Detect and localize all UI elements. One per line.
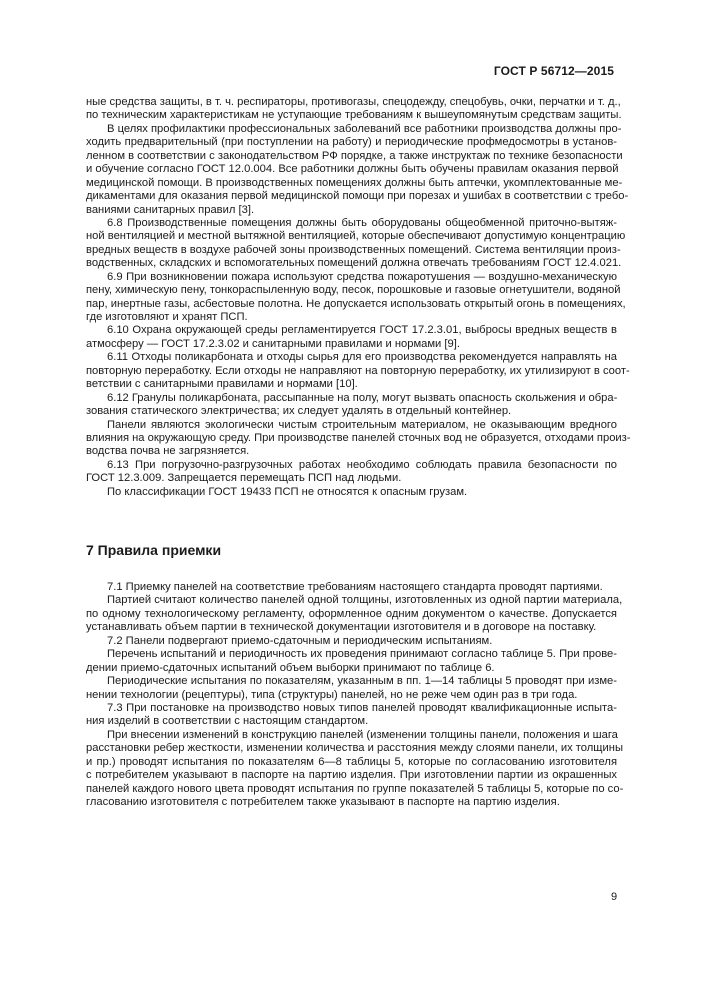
- text-line: вредных веществ в воздухе рабочей зоны производственных помещений. Система вентиляции произ-: [86, 243, 621, 256]
- text-line: При внесении изменений в конструкцию панелей (изменении толщины панели, положения и шага: [107, 728, 618, 741]
- text-line: 6.10 Охрана окружающей среды регламентируется ГОСТ 17.2.3.01, выбросы вредных веществ в: [107, 324, 617, 337]
- text-line: ветствии с санитарными правилами и нормами [10].: [86, 378, 358, 391]
- text-line: расстановки ребер жесткости, изменении количества и расстояния между слоями панели, их толщины: [86, 742, 623, 755]
- text-line: пену, химическую пену, тонкораспыленную воду, песок, порошковые и газовые огнетушители, водяной: [86, 284, 621, 297]
- text-line: ГОСТ 12.3.009. Запрещается перемещать ПСП над людьми.: [86, 472, 402, 485]
- text-line: 7.3 При постановке на производство новых типов панелей проводят квалификационные испыта-: [107, 701, 617, 714]
- text-line: гласованию изготовителя с потребителем также указывают в паспорте на партию изделия.: [86, 796, 560, 808]
- text-line: ходить предварительный (при поступлении на работу) и периодические профмедосмотры в установ-: [86, 136, 617, 149]
- text-line: водства почва не загрязняется.: [86, 445, 250, 458]
- text-line: где изготовляют и хранят ПСП.: [86, 311, 248, 323]
- text-line: с потребителем указывают в паспорте на партию изделия. При изготовлении партии из окрашенных: [86, 769, 617, 782]
- text-line: нении технологии (рецептуры), типа (структуры) панелей, но не реже чем один раз в три года.: [86, 688, 578, 701]
- text-line: повторную переработку. Если отходы не направляют на повторную переработку, их утилизируют в соот-: [86, 364, 630, 377]
- text-line: 6.9 При возникновении пожара используют средства пожаротушения — воздушно-механическую: [107, 270, 617, 283]
- text-line: по одному технологическому регламенту, оформленное одним документом о качестве. Допускается: [86, 607, 617, 620]
- text-line: панелей каждого нового цвета проводят испытания по группе показателей 5 таблицы 5, которые по со-: [86, 782, 624, 795]
- text-line: и обучение согласно ГОСТ 12.0.004. Все работники должны быть обучены правилам оказания первой: [86, 163, 619, 176]
- text-line: Периодические испытания по показателям, указанным в пп. 1—14 таблицы 5 проводят при изме-: [107, 675, 617, 688]
- text-line: ваниями санитарных правил [3].: [86, 203, 255, 216]
- text-line: 6.11 Отходы поликарбоната и отходы сырья для его производства рекомендуется направлять на: [107, 351, 617, 364]
- text-line: пар, инертные газы, асбестовые полотна. Не допускается использовать открытый огонь в помещениях,: [86, 297, 626, 310]
- text-line: ния изделий в соответствии с настоящим стандартом.: [86, 715, 369, 728]
- text-line: дикаментами для оказания первой медицинской помощи при порезах и ушибах в соответствии с требо-: [86, 190, 629, 203]
- section-7-text: [86, 581, 624, 809]
- section-7-heading: 7 Правила приемки: [86, 542, 222, 558]
- text-line: Партией считают количество панелей одной толщины, изготовленных из одной партии материала,: [107, 594, 623, 607]
- text-line: и пр.) проводят испытания по показателям 6—8 таблицы 5, которые по согласованию изготовителя: [86, 755, 617, 768]
- text-line: В целях профилактики профессиональных заболеваний все работники производства должны про-: [107, 122, 622, 135]
- section-6-continuation-text: [86, 96, 631, 499]
- text-line: По классификации ГОСТ 19433 ПСП не относятся к опасным грузам.: [107, 485, 468, 498]
- text-line: ленном в соответствии с законодательством РФ порядке, а также инструктаж по технике безопасности: [86, 149, 623, 162]
- text-line: 6.13 При погрузочно-разгрузочных работах необходимо соблюдать правила безопасности по: [107, 458, 617, 471]
- text-line: 6.12 Гранулы поликарбоната, рассыпанные на полу, могут вызвать опасность скольжения и обра-: [107, 391, 618, 404]
- text-line: медицинской помощи. В производственных помещениях должны быть аптечки, укомплектованные ме-: [86, 176, 623, 189]
- text-line: водственных, складских и вспомогательных помещений должна отвечать требованиям ГОСТ 12.4.021.: [86, 257, 622, 270]
- text-line: Перечень испытаний и периодичность их проведения принимают согласно таблице 5. При прове-: [107, 648, 617, 661]
- document-header-id: ГОСТ Р 56712—2015: [493, 64, 614, 78]
- text-line: Панели являются экологически чистым строительным материалом, не оказывающим вредного: [107, 418, 617, 431]
- text-line: 7.1 Приемку панелей на соответствие требованиям настоящего стандарта проводят партиями.: [107, 581, 603, 593]
- text-line: по техническим характеристикам не уступающие требованиям к вышеупомянутым средствам защиты.: [86, 109, 622, 122]
- text-line: зования статического электричества; их следует удалять в отдельный контейнер.: [86, 405, 512, 418]
- text-line: ные средства защиты, в т. ч. респираторы, противогазы, спецодежду, спецобувь, очки, перчатки и т. д.,: [86, 96, 621, 108]
- text-line: дении приемо-сдаточных испытаний объем выборки принимают по таблице 6.: [86, 661, 495, 674]
- text-line: ной вентиляцией и местной вытяжной вентиляцией, которые обеспечивают допустимую концентрацию: [86, 230, 626, 243]
- text-line: атмосферу — ГОСТ 17.2.3.02 и санитарными правилами и нормами [9].: [86, 337, 460, 350]
- text-line: влияния на окружающую среду. При производстве панелей сточных вод не образуется, отходами произ-: [86, 431, 631, 444]
- text-line: устанавливать объем партии в технической документации изготовителя и в договоре на поставку.: [86, 621, 597, 634]
- text-line: 7.2 Панели подвергают приемо-сдаточным и периодическим испытаниям.: [107, 634, 493, 647]
- text-line: 6.8 Производственные помещения должны быть оборудованы общеобменной приточно-вытяж-: [107, 216, 617, 229]
- page-number: 9: [611, 891, 618, 903]
